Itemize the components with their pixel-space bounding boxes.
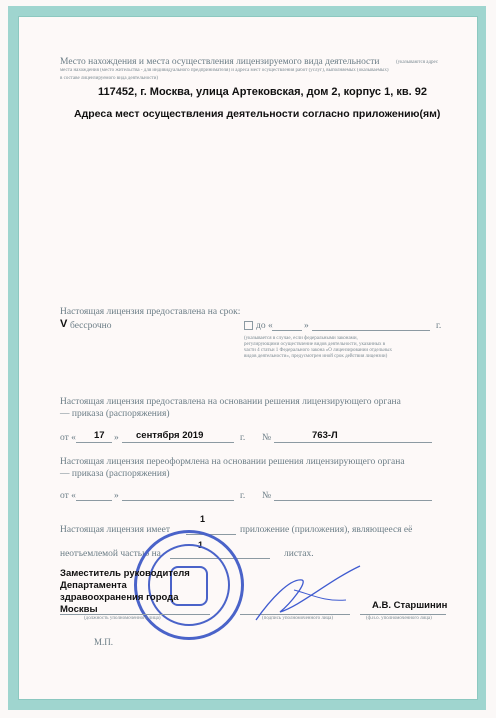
term-note: (указывается в случае, если федеральными законами, регулирующими осуществление видов деятельности, указанных в части 4 статьи 1 Федерального закона «О лицензировании отдельных видов деятельности», предусмотрен иной срок действия лицензии) — [244, 336, 392, 359]
seal-place-mp: М.П. — [94, 637, 114, 647]
address: 117452, г. Москва, улица Артековская, дом 2, корпус 1, кв. 92 — [98, 86, 427, 98]
reissue-quote-close: » — [114, 491, 119, 501]
reissue-number-sign: № — [262, 491, 272, 501]
until-label: до « — [256, 321, 273, 331]
handwritten-signature — [250, 560, 370, 630]
position-line — [60, 614, 210, 615]
basis-label-1: Настоящая лицензия предоставлена на основании решения лицензирующего органа — [60, 397, 401, 407]
until-date-line — [312, 330, 430, 331]
position-line-2: Департамента — [60, 580, 127, 591]
appendix-text-3: неотъемлемой частью на — [60, 549, 161, 559]
basis-date-line — [122, 442, 234, 443]
reissue-year-suffix: г. — [240, 491, 246, 501]
signatory-name: А.В. Старшинин — [372, 600, 448, 611]
location-title: Место нахождения и места осуществления лицензируемого вида деятельности — [60, 57, 380, 67]
appendix-text-2: приложение (приложения), являющееся её — [240, 525, 413, 535]
caption-name: (ф.и.о. уполномоченного лица) — [366, 616, 432, 621]
appendix-text-1: Настоящая лицензия имеет — [60, 525, 171, 535]
position-line-4: Москвы — [60, 604, 98, 615]
location-note-2: места нахождения (место жительства - для индивидуального предпринимателя) и адреса мест осуществления работ (услуг), выполняемых (оказываемых) — [60, 68, 389, 73]
appendix-sheets: 1 — [198, 540, 204, 550]
reissue-label-2: — приказа (распоряжения) — [60, 469, 170, 479]
basis-number-line — [274, 442, 432, 443]
until-quote-close: » — [304, 321, 309, 331]
basis-number-sign: № — [262, 433, 272, 443]
basis-day: 17 — [94, 430, 105, 441]
basis-day-line — [76, 442, 112, 443]
basis-label-2: — приказа (распоряжения) — [60, 409, 170, 419]
basis-number: 763-Л — [312, 430, 338, 441]
reissue-from: от « — [60, 491, 76, 501]
reissue-number-line — [274, 500, 432, 501]
basis-month-year: сентября 2019 — [136, 430, 204, 441]
reissue-date-line — [122, 500, 234, 501]
indefinite-label: бессрочно — [70, 321, 112, 331]
reissue-day-line — [76, 500, 112, 501]
until-checkbox — [244, 321, 253, 330]
reissue-label-1: Настоящая лицензия переоформлена на основании решения лицензирующего органа — [60, 457, 405, 467]
caption-position: (должность уполномоченного лица) — [84, 616, 161, 621]
location-note-3: в составе лицензируемого вида деятельности) — [60, 76, 159, 81]
until-day-line — [272, 330, 302, 331]
name-line — [360, 614, 446, 615]
caption-signature: (подпись уполномоченного лица) — [262, 616, 334, 621]
basis-year-suffix: г. — [240, 433, 246, 443]
basis-from: от « — [60, 433, 76, 443]
term-label: Настоящая лицензия предоставлена на срок: — [60, 307, 241, 317]
until-year-suffix: г. — [436, 321, 442, 331]
appendix-text-4: листах. — [284, 549, 314, 559]
appendix-count: 1 — [200, 514, 206, 524]
position-line-3: здравоохранения города — [60, 592, 179, 603]
position-line-1: Заместитель руководителя — [60, 568, 190, 579]
indefinite-check-mark: V — [60, 318, 68, 330]
basis-quote-close: » — [114, 433, 119, 443]
addresses-reference: Адреса мест осуществления деятельности согласно приложению(ям) — [74, 108, 441, 120]
location-note-1: (указываются адрес — [396, 60, 439, 65]
